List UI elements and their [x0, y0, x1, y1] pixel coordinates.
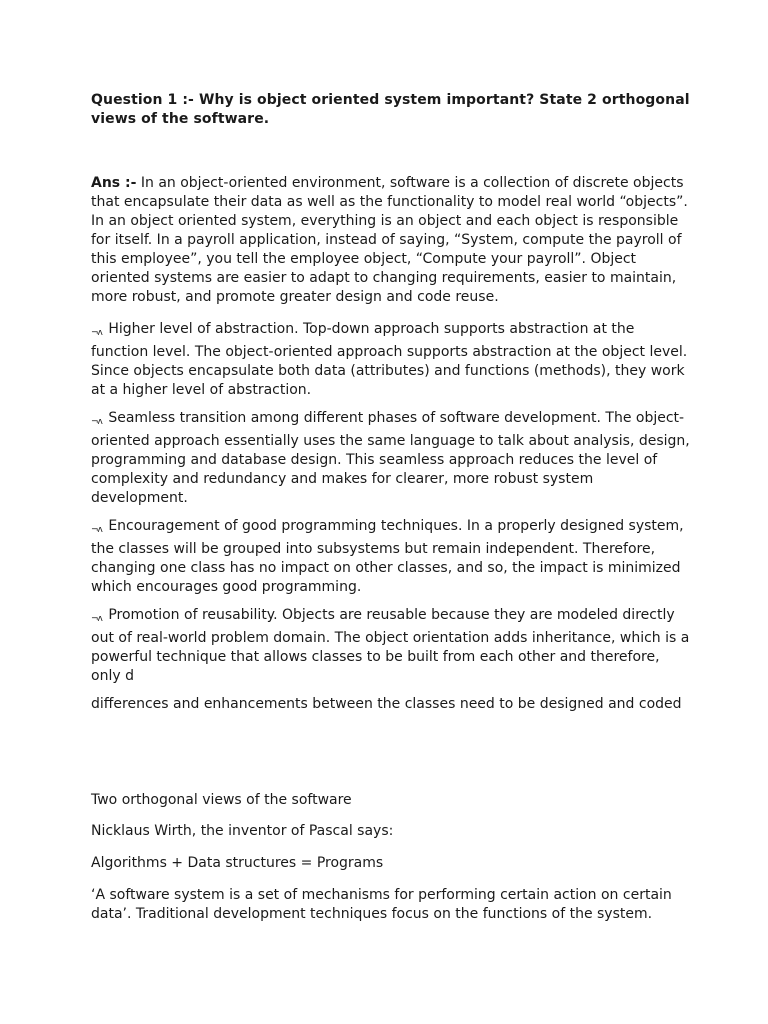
bullet-abstraction	[91, 320, 691, 400]
closing-paragraph	[91, 886, 691, 924]
bullet-seamless-transition	[91, 409, 691, 508]
bullet-text: Promotion of reusability. Objects are reusable because they are modeled directly out of real-world problem domain. The object orientation adds inheritance, which is a powerful technique that allows classes to be built from each other and therefore, only d	[91, 607, 690, 684]
answer-paragraph	[91, 174, 691, 307]
wirth-formula	[91, 854, 691, 873]
views-heading	[91, 791, 691, 810]
bullet-text: Seamless transition among different phases of software development. The object-oriented approach essentially uses the same language to talk about analysis, design, programming and database design. This seamless approach reduces the level of complexity and redundancy and makes for clearer, more robust system development.	[91, 410, 690, 506]
closing-paragraph-text: ‘A software system is a set of mechanisms for performing certain action on certain data’. Traditional development techniques focus on the functions of the system.	[91, 887, 672, 922]
views-heading-text: Two orthogonal views of the software	[91, 792, 352, 808]
answer-intro-text: In an object-oriented environment, software is a collection of discrete objects that encapsulate their data as well as the functionality to model real world “objects”. In an object oriented system, everything is an object and each object is responsible for itself. In a payroll application, instead of saying, “System, compute the payroll of this employee”, you tell the employee object, “Compute your payroll”. Object oriented systems are easier to adapt to changing requirements, easier to maintain, more robust, and promote greater design and code reuse.	[91, 175, 688, 305]
question-heading	[91, 91, 691, 129]
continuation-line	[91, 695, 691, 714]
wirth-quote-intro-text: Nicklaus Wirth, the inventor of Pascal says:	[91, 823, 394, 839]
question-text: Question 1 :- Why is object oriented system important? State 2 orthogonal views of the software.	[91, 92, 690, 127]
continuation-text: differences and enhancements between the classes need to be designed and coded	[91, 696, 682, 712]
bullet-text: Higher level of abstraction. Top-down approach supports abstraction at the function level. The object-oriented approach supports abstraction at the object level. Since objects encapsulate both data (attributes) and functions (methods), they work at a higher level of abstraction.	[91, 321, 688, 398]
bullet-reusability	[91, 606, 691, 686]
bullet-text: Encouragement of good programming techniques. In a properly designed system, the classes will be grouped into subsystems but remain independent. Therefore, changing one class has no impact on other classes, and so, the impact is minimized which encourages good programming.	[91, 518, 684, 595]
wirth-formula-text: Algorithms + Data structures = Programs	[91, 855, 384, 871]
bullet-glyph: ¬ʌ	[91, 328, 102, 338]
wirth-quote-intro	[91, 822, 691, 841]
bullet-glyph: ¬ʌ	[91, 417, 102, 427]
bullet-glyph: ¬ʌ	[91, 525, 102, 535]
answer-label: Ans :-	[91, 175, 137, 191]
bullet-glyph: ¬ʌ	[91, 614, 102, 624]
bullet-good-programming	[91, 517, 691, 597]
